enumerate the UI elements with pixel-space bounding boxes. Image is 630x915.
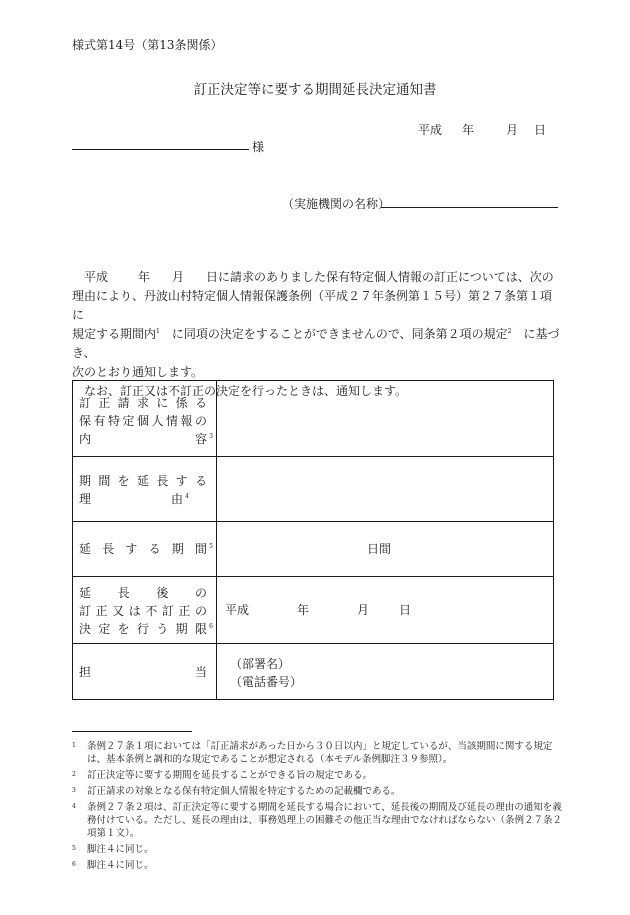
footnote-ref-2: 2 [507,328,512,335]
details-table [72,380,554,700]
addressee-blank-line[interactable] [72,149,249,150]
label-line: 訂正又は不訂正の [79,604,207,618]
table-row-extension-period [73,522,553,577]
footnotes [72,740,562,875]
footnote-marker: 4 [185,493,189,500]
addressee-suffix: 様 [252,140,265,154]
body-line-5: なお、訂正又は不訂正の決定を行ったときは、通知します。 [84,384,408,398]
table-row-contact [73,644,553,699]
label-line: 保有特定個人情報の [79,414,207,428]
footnote-item: 4 条例２７条２項は、訂正決定等に要する期間を延長する場合において、延長後の期間及び延長の理由の通知を義務付けている。ただし、延長の理由は、事務処理上の困難その他正当な理由でなければならない（条例２７条２項第１文）。 [72,802,563,839]
footnote-divider [72,731,192,732]
new-deadline-date[interactable]: 平成 年 月 日 [225,603,412,617]
label-line: 延長する期間 5 [79,540,207,558]
label-line: 内容 3 [79,430,207,448]
label-line: 訂正請求に係る [79,396,207,410]
body-line-2: 理由により、丹波山村特定個人情報保護条例（平成２７年条例第１５号）第２７条第１項に [72,289,553,322]
document-title: 訂正決定等に要する期間延長決定通知書 [193,82,437,98]
footnote-item: 5 脚注４に同じ。 [72,844,154,855]
agency-blank-line[interactable] [381,207,558,208]
contact-info[interactable] [230,655,302,691]
footnote-ref-1: 1 [156,328,160,335]
label-line: 理由 4 [79,490,183,508]
label-line: 延長後の [79,586,207,600]
label-line: 期間を延長する [79,474,207,488]
issue-date [418,121,546,138]
footnote-marker: 5 [209,543,213,550]
row-label-cell [73,577,217,643]
label-line: 決定を行う期限 6 [79,620,207,638]
footnote-marker: 3 [209,433,213,440]
date-year: 年 [462,123,475,137]
phone-label: （電話番号） [230,675,303,689]
label-line: 担当 [79,665,207,679]
body-line-4: 次のとおり通知します。 [72,365,204,379]
agency-label: （実施機関の名称） [282,197,391,211]
table-row-new-deadline [73,577,553,644]
department-label: （部署名） [230,657,291,671]
footnote-item: 1 条例２７条１項においては「訂正請求があった日から３０日以内」と規定しているが、当該期間に関する規定は、基本条例と調和的な規定であることが想定される（本モデル条例脚注３９参照）。 [72,741,553,765]
date-day: 日 [534,123,547,137]
row-label-cell [73,522,217,576]
row-label-cell [73,644,217,699]
table-row-request-content [73,381,553,457]
body-line-1: 平成 年 月 日に請求のありました保有特定個人情報の訂正については、次の [84,270,554,284]
footnote-item: 3 訂正請求の対象となる保有特定個人情報を特定するための記載欄である。 [72,786,401,797]
footnote-item: 6 脚注４に同じ。 [72,860,154,871]
footnote-item: 2 訂正決定等に要する期間を延長することができる旨の規定である。 [72,770,373,781]
table-row-extension-reason [73,457,553,522]
body-line-3: 規定する期間内$^1$ に同項の決定をすることができませんので、同条第２項の規定$^2$ に基づき、 [72,327,560,360]
row-label-cell [73,457,217,521]
extension-period-value[interactable]: 日間 [367,542,392,556]
row-label-cell [73,381,217,456]
form-number: 様式第14号（第13条関係） [72,38,223,52]
date-era: 平成 [418,123,443,137]
date-month: 月 [506,123,519,137]
footnote-marker: 6 [209,623,213,630]
